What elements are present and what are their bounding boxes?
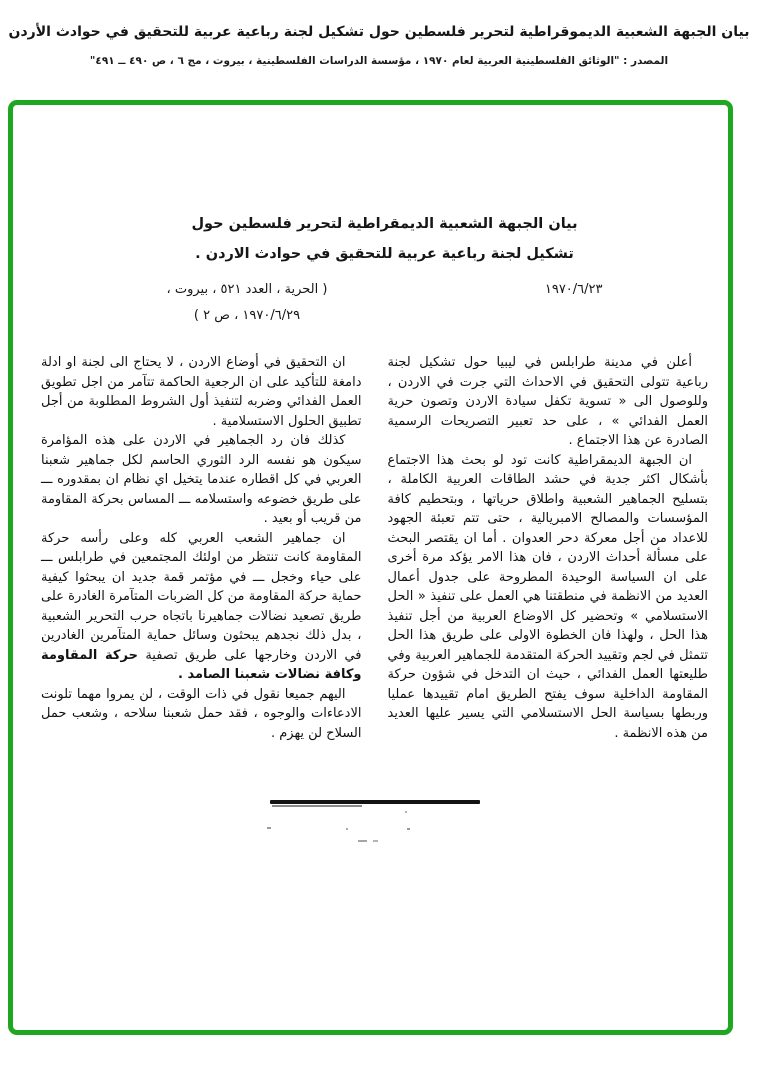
statement-title — [163, 209, 607, 269]
scan-speck — [407, 828, 410, 830]
scan-speck — [346, 828, 348, 830]
scan-artifact-underline — [272, 805, 362, 807]
document-frame — [8, 100, 733, 1035]
column-right — [388, 353, 709, 743]
scan-speck — [267, 827, 271, 829]
scan-speck — [405, 811, 407, 813]
column-left — [41, 353, 362, 743]
scan-speck — [373, 840, 378, 842]
page-header — [0, 24, 758, 67]
paragraph: كذلك فان رد الجماهير في الاردن على هذه المؤامرة سيكون هو نفسه الرد الثوري الحاسم لكل جماهير شعبنا العربي في كل اقطاره عندما يتخيل اي نظام ان بمقدوره ـــ على طريق خضوعه واستسلامه ـــ المساس بحركة المقاومة من قريب أو بعيد . — [41, 433, 362, 526]
scan-speck — [358, 840, 367, 842]
journal-citation-line2: ١٩٧٠/٦/٢٩ ، ص ٢ ) — [193, 308, 301, 323]
paragraph-text: ان جماهير الشعب العربي كله وعلى رأسه حركة المقاومة كانت تنتظر من اولئك المجتمعين في طرابلس ـــ على حياء وخجل ـــ في مؤتمر قمة جديد ان يبحثوا كيفية حماية حركة المقاومة من كل الضربات المتآمرة الغادرة على طريق تصعيد نضالات جماهيرنا باتجاه حرب التحرير الشعبية ، بدل ذلك نجدهم يبحثون وسائل حماية المتآمرين الغادرين في الاردن وخارجها على طريق تصفية — [41, 530, 362, 663]
paragraph: ان التحقيق في أوضاع الاردن ، لا يحتاج الى لجنة او ادلة دامغة للتأكيد على ان الرجعية الحاكمة تتآمر من اجل تطويق العمل الفدائي وضربه لتنفيذ أول الشروط المطلوبة من أجل تطبيق الحلول الاستسلامية . — [41, 355, 362, 429]
paragraph: اليهم جميعا نقول في ذات الوقت ، لن يمروا مهما تلونت الادعاءات والوجوه ، فقد حمل شعبنا سلاحه ، وشعب حمل السلاح لن يهزم . — [41, 686, 362, 741]
statement-date: ١٩٧٠/٦/٢٣ — [544, 282, 603, 297]
scan-artifact-line — [270, 800, 480, 804]
document-heading: بيان الجبهة الشعبية الديموقراطية لتحرير فلسطين حول تشكيل لجنة رباعية عربية للتحقيق في حوادث الأردن — [8, 24, 750, 40]
paragraph — [41, 529, 362, 685]
date-citation-row — [167, 277, 603, 329]
paragraph: ان الجبهة الديمقراطية كانت تود لو بحث هذا الاجتماع بأشكال اكثر جدية في حشد الطاقات العربية الكاملة ، بتسليح الجماهير الشعبية واطلاق حرياتها ، وبتحطيم كافة المؤسسات والمصالح الامبريالية ، حتى تتم تعبئة الجهود للاعداد من أجل معركة دحر العدوان . أما ان يقتصر البحث على مسألة أحداث الاردن ، فان هذا الامر يؤكد مرة أخرى على ان السياسة الوحيدة المطروحة على جدول أعمال العديد من الانظمة في منطقتنا هي العمل على تنفيذ « الحل الاستسلامي » وتحضير كل الاوضاع العربية من أجل تنفيذ هذا الحل ، ولهذا فان الخطوة الاولى على طريق هذا الحل تتمثل في لجم وتقييد الحركة المتقدمة للجماهير العربية وفي طليعتها العمل الفدائي ، حيث ان التدخل في شؤون حركة المقاومة الداخلية سوف يفتح الطريق امام تقييدها عمليا وربطها بسياسة الحل الاستسلامي التي يسير عليها العديد من هذه الانظمة . — [387, 452, 708, 741]
journal-citation-line1: ( الحرية ، العدد ٥٢١ ، بيروت ، — [166, 282, 328, 297]
journal-citation — [167, 277, 328, 329]
statement-title-line2: تشكيل لجنة رباعية عربية للتحقيق في حوادث الاردن . — [195, 246, 574, 262]
paragraph: أعلن في مدينة طرابلس في ليبيا حول تشكيل لجنة رباعية تتولى التحقيق في الاحداث التي جرت في الاردن ، وللوصول الى « تسوية تكفل سيادة الاردن وتصون حرية العمل الفدائي » ، على حد تعبير التصريحات الرسمية الصادرة عن هذا الاجتماع . — [387, 355, 708, 448]
body-columns — [13, 353, 728, 743]
statement-title-line1: بيان الجبهة الشعبية الديمقراطية لتحرير فلسطين حول — [191, 216, 578, 232]
paragraph-bold-text: حركة المقاومة وكافة نضالات شعبنا الصامد . — [41, 647, 362, 682]
source-citation: المصدر : "الوثائق الفلسطينية العربية لعام ١٩٧٠ ، مؤسسة الدراسات الفلسطينية ، بيروت ، مج ٦ ، ص ٤٩٠ ــ ٤٩١" — [89, 55, 669, 67]
